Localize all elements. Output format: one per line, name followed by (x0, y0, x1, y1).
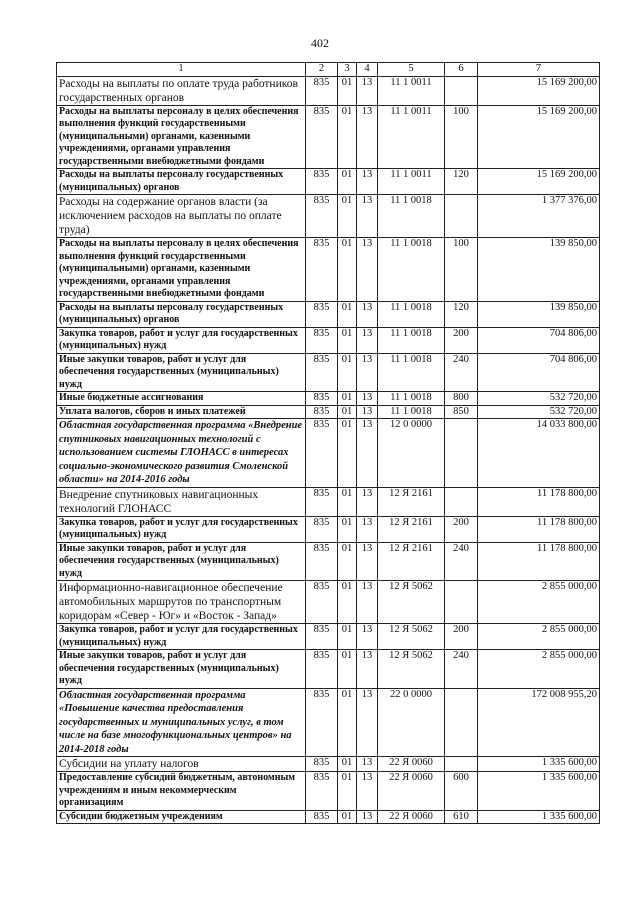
header-cell-7: 7 (478, 63, 600, 77)
target-article-cell: 22 0 0000 (378, 688, 445, 757)
expense-type-cell: 850 (445, 405, 478, 419)
expense-name-cell: Иные закупки товаров, работ и услуг для обеспечения государственных (муниципальных) нужд (57, 542, 306, 581)
ministry-code-cell: 835 (306, 105, 338, 169)
table-row (57, 688, 600, 757)
header-cell-3: 3 (338, 63, 357, 77)
target-article-cell: 11 1 0018 (378, 405, 445, 419)
expense-type-cell: 610 (445, 810, 478, 824)
table-row (57, 487, 600, 516)
amount-cell: 139 850,00 (478, 238, 600, 302)
subsection-code-cell: 13 (357, 105, 378, 169)
expense-type-cell (445, 487, 478, 516)
target-article-cell: 12 0 0000 (378, 419, 445, 488)
section-code-cell: 01 (338, 195, 357, 238)
ministry-code-cell: 835 (306, 392, 338, 406)
table-row (57, 327, 600, 353)
ministry-code-cell: 835 (306, 327, 338, 353)
target-article-cell: 11 1 0011 (378, 105, 445, 169)
subsection-code-cell: 13 (357, 810, 378, 824)
section-code-cell: 01 (338, 688, 357, 757)
section-code-cell: 01 (338, 169, 357, 195)
target-article-cell: 12 Я 5062 (378, 581, 445, 624)
ministry-code-cell: 835 (306, 487, 338, 516)
expense-name-cell: Предоставление субсидий бюджетным, автономным учреждениям и иным некоммерческим организациям (57, 772, 306, 811)
subsection-code-cell: 13 (357, 772, 378, 811)
amount-cell: 139 850,00 (478, 301, 600, 327)
section-code-cell: 01 (338, 419, 357, 488)
section-code-cell: 01 (338, 757, 357, 772)
expense-name-cell: Расходы на выплаты персоналу государственных (муниципальных) органов (57, 301, 306, 327)
section-code-cell: 01 (338, 327, 357, 353)
ministry-code-cell: 835 (306, 650, 338, 689)
ministry-code-cell: 835 (306, 542, 338, 581)
subsection-code-cell: 13 (357, 581, 378, 624)
amount-cell: 2 855 000,00 (478, 650, 600, 689)
amount-cell: 1 335 600,00 (478, 757, 600, 772)
expense-name-cell: Расходы на выплаты персоналу государственных (муниципальных) органов (57, 169, 306, 195)
ministry-code-cell: 835 (306, 516, 338, 542)
amount-cell: 11 178 800,00 (478, 487, 600, 516)
header-cell-1: 1 (57, 63, 306, 77)
amount-cell: 11 178 800,00 (478, 516, 600, 542)
target-article-cell: 11 1 0011 (378, 76, 445, 105)
expense-type-cell: 120 (445, 301, 478, 327)
target-article-cell: 22 Я 0060 (378, 757, 445, 772)
expense-name-cell: Закупка товаров, работ и услуг для государственных (муниципальных) нужд (57, 624, 306, 650)
target-article-cell: 11 1 0018 (378, 327, 445, 353)
ministry-code-cell: 835 (306, 76, 338, 105)
table-row (57, 169, 600, 195)
target-article-cell: 22 Я 0060 (378, 810, 445, 824)
target-article-cell: 12 Я 2161 (378, 516, 445, 542)
target-article-cell: 11 1 0011 (378, 169, 445, 195)
section-code-cell: 01 (338, 301, 357, 327)
section-code-cell: 01 (338, 238, 357, 302)
table-row (57, 301, 600, 327)
table-row (57, 772, 600, 811)
target-article-cell: 12 Я 5062 (378, 624, 445, 650)
amount-cell: 704 806,00 (478, 353, 600, 392)
page-number: 402 (311, 36, 329, 50)
table-row (57, 392, 600, 406)
expense-type-cell: 240 (445, 542, 478, 581)
target-article-cell: 11 1 0018 (378, 238, 445, 302)
ministry-code-cell: 835 (306, 169, 338, 195)
header-cell-4: 4 (357, 63, 378, 77)
target-article-cell: 22 Я 0060 (378, 772, 445, 811)
subsection-code-cell: 13 (357, 301, 378, 327)
table-row (57, 105, 600, 169)
amount-cell: 15 169 200,00 (478, 76, 600, 105)
subsection-code-cell: 13 (357, 542, 378, 581)
expense-type-cell: 100 (445, 105, 478, 169)
table-row (57, 516, 600, 542)
subsection-code-cell: 13 (357, 238, 378, 302)
header-cell-6: 6 (445, 63, 478, 77)
amount-cell: 2 855 000,00 (478, 624, 600, 650)
header-cell-2: 2 (306, 63, 338, 77)
expense-type-cell: 120 (445, 169, 478, 195)
target-article-cell: 11 1 0018 (378, 353, 445, 392)
table-row (57, 419, 600, 488)
expense-name-cell: Расходы на выплаты по оплате труда работников государственных органов (57, 76, 306, 105)
expense-name-cell: Иные закупки товаров, работ и услуг для обеспечения государственных (муниципальных) нужд (57, 650, 306, 689)
amount-cell: 704 806,00 (478, 327, 600, 353)
target-article-cell: 11 1 0018 (378, 392, 445, 406)
amount-cell: 1 335 600,00 (478, 810, 600, 824)
amount-cell: 1 335 600,00 (478, 772, 600, 811)
table-row (57, 810, 600, 824)
table-row (57, 650, 600, 689)
header-cell-5: 5 (378, 63, 445, 77)
expense-type-cell (445, 195, 478, 238)
table-row (57, 757, 600, 772)
budget-table (56, 62, 600, 824)
amount-cell: 14 033 800,00 (478, 419, 600, 488)
subsection-code-cell: 13 (357, 516, 378, 542)
subsection-code-cell: 13 (357, 353, 378, 392)
section-code-cell: 01 (338, 405, 357, 419)
expense-name-cell: Субсидии на уплату налогов (57, 757, 306, 772)
amount-cell: 532 720,00 (478, 405, 600, 419)
expense-name-cell: Областная государственная программа «Повышение качества предоставления государственных и муниципальных услуг, в том числе на базе многофункциональных центров» на 2014-2018 годы (57, 688, 306, 757)
table-row (57, 238, 600, 302)
expense-type-cell: 100 (445, 238, 478, 302)
expense-name-cell: Уплата налогов, сборов и иных платежей (57, 405, 306, 419)
table-row (57, 581, 600, 624)
header-row (57, 63, 600, 77)
ministry-code-cell: 835 (306, 238, 338, 302)
section-code-cell: 01 (338, 105, 357, 169)
target-article-cell: 12 Я 2161 (378, 487, 445, 516)
expense-type-cell (445, 581, 478, 624)
expense-type-cell (445, 757, 478, 772)
section-code-cell: 01 (338, 810, 357, 824)
target-article-cell: 11 1 0018 (378, 301, 445, 327)
ministry-code-cell: 835 (306, 757, 338, 772)
section-code-cell: 01 (338, 392, 357, 406)
expense-name-cell: Иные закупки товаров, работ и услуг для обеспечения государственных (муниципальных) нужд (57, 353, 306, 392)
ministry-code-cell: 835 (306, 810, 338, 824)
expense-name-cell: Внедрение спутниковых навигационных технологий ГЛОНАСС (57, 487, 306, 516)
expense-name-cell: Областная государственная программа «Внедрение спутниковых навигационных технологий с использованием системы ГЛОНАСС в интересах социально-экономического развития Смоленской области» на 2014-2016 годы (57, 419, 306, 488)
expense-name-cell: Расходы на выплаты персоналу в целях обеспечения выполнения функций государственными (муниципальными) органами, казенными учреждениями, органами управления государственными внебюджетными фондами (57, 105, 306, 169)
subsection-code-cell: 13 (357, 195, 378, 238)
amount-cell: 15 169 200,00 (478, 105, 600, 169)
subsection-code-cell: 13 (357, 624, 378, 650)
table-row (57, 542, 600, 581)
table-row (57, 353, 600, 392)
ministry-code-cell: 835 (306, 624, 338, 650)
table-row (57, 195, 600, 238)
ministry-code-cell: 835 (306, 419, 338, 488)
ministry-code-cell: 835 (306, 301, 338, 327)
expense-name-cell: Субсидии бюджетным учреждениям (57, 810, 306, 824)
section-code-cell: 01 (338, 650, 357, 689)
amount-cell: 2 855 000,00 (478, 581, 600, 624)
expense-name-cell: Закупка товаров, работ и услуг для государственных (муниципальных) нужд (57, 327, 306, 353)
section-code-cell: 01 (338, 772, 357, 811)
expense-type-cell: 240 (445, 650, 478, 689)
expense-type-cell (445, 688, 478, 757)
section-code-cell: 01 (338, 353, 357, 392)
expense-type-cell: 200 (445, 327, 478, 353)
amount-cell: 15 169 200,00 (478, 169, 600, 195)
expense-name-cell: Расходы на содержание органов власти (за исключением расходов на выплаты по оплате труда) (57, 195, 306, 238)
expense-name-cell: Информационно-навигационное обеспечение автомобильных маршрутов по транспортным коридорам «Север - Юг» и «Восток - Запад» (57, 581, 306, 624)
subsection-code-cell: 13 (357, 688, 378, 757)
ministry-code-cell: 835 (306, 405, 338, 419)
target-article-cell: 12 Я 5062 (378, 650, 445, 689)
table-row (57, 405, 600, 419)
amount-cell: 172 008 955,20 (478, 688, 600, 757)
section-code-cell: 01 (338, 542, 357, 581)
expense-type-cell: 240 (445, 353, 478, 392)
subsection-code-cell: 13 (357, 650, 378, 689)
subsection-code-cell: 13 (357, 405, 378, 419)
amount-cell: 532 720,00 (478, 392, 600, 406)
target-article-cell: 12 Я 2161 (378, 542, 445, 581)
subsection-code-cell: 13 (357, 392, 378, 406)
subsection-code-cell: 13 (357, 327, 378, 353)
subsection-code-cell: 13 (357, 757, 378, 772)
expense-type-cell (445, 419, 478, 488)
expense-type-cell: 800 (445, 392, 478, 406)
expense-name-cell: Закупка товаров, работ и услуг для государственных (муниципальных) нужд (57, 516, 306, 542)
subsection-code-cell: 13 (357, 419, 378, 488)
amount-cell: 11 178 800,00 (478, 542, 600, 581)
expense-type-cell: 600 (445, 772, 478, 811)
expense-name-cell: Расходы на выплаты персоналу в целях обеспечения выполнения функций государственными (муниципальными) органами, казенными учреждениями, органами управления государственными внебюджетными фондами (57, 238, 306, 302)
section-code-cell: 01 (338, 624, 357, 650)
subsection-code-cell: 13 (357, 487, 378, 516)
amount-cell: 1 377 376,00 (478, 195, 600, 238)
subsection-code-cell: 13 (357, 169, 378, 195)
section-code-cell: 01 (338, 76, 357, 105)
ministry-code-cell: 835 (306, 772, 338, 811)
expense-type-cell: 200 (445, 624, 478, 650)
section-code-cell: 01 (338, 516, 357, 542)
expense-name-cell: Иные бюджетные ассигнования (57, 392, 306, 406)
ministry-code-cell: 835 (306, 581, 338, 624)
ministry-code-cell: 835 (306, 353, 338, 392)
expense-type-cell (445, 76, 478, 105)
ministry-code-cell: 835 (306, 688, 338, 757)
target-article-cell: 11 1 0018 (378, 195, 445, 238)
ministry-code-cell: 835 (306, 195, 338, 238)
section-code-cell: 01 (338, 487, 357, 516)
section-code-cell: 01 (338, 581, 357, 624)
table-row (57, 624, 600, 650)
table-row (57, 76, 600, 105)
subsection-code-cell: 13 (357, 76, 378, 105)
expense-type-cell: 200 (445, 516, 478, 542)
table-body (57, 76, 600, 824)
